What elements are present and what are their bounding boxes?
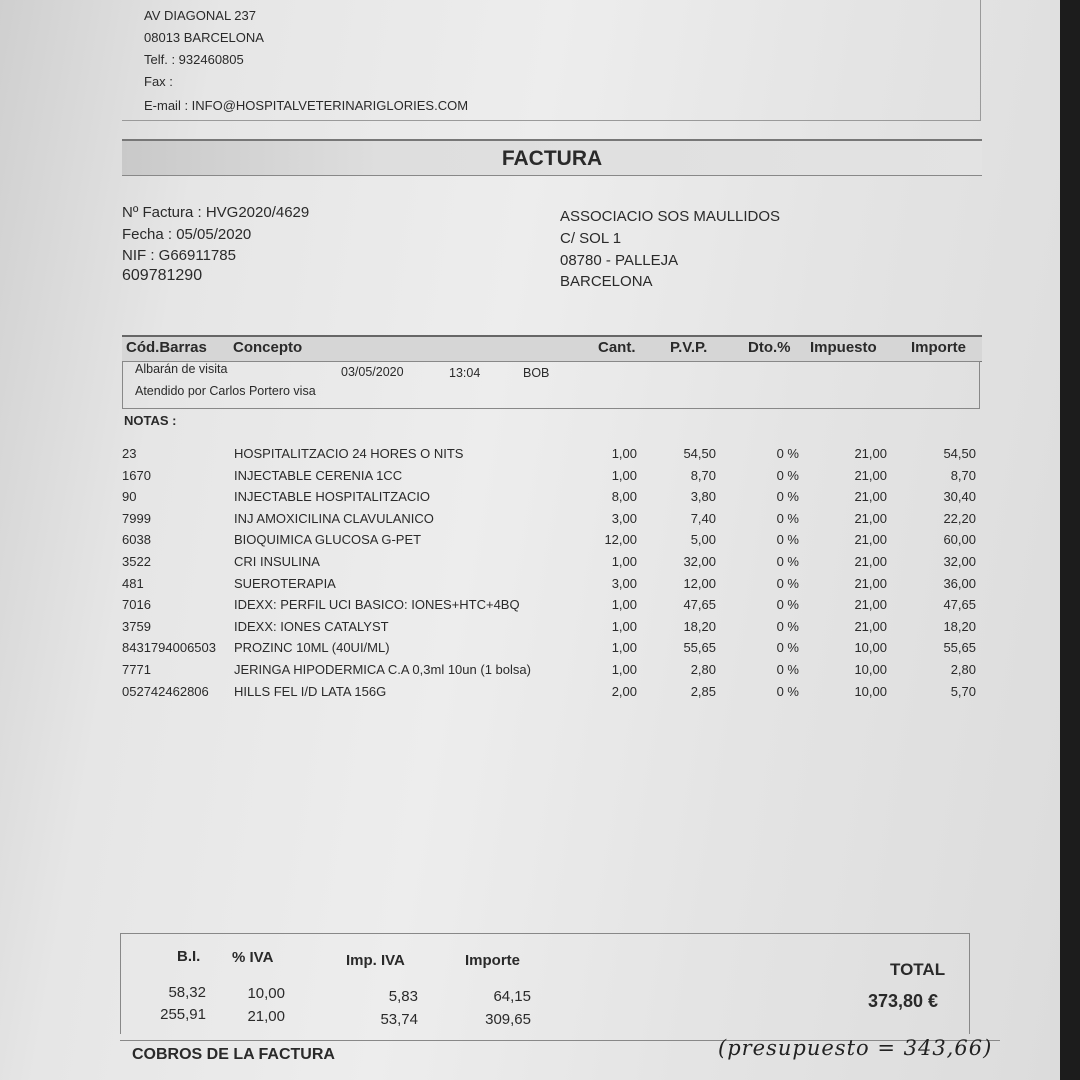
summary-header-bi: B.I. [177,948,201,965]
summary-bi-2: 255,91 [160,1006,206,1023]
header-pvp: P.V.P. [670,339,708,356]
item-dto: 0 % [776,575,799,591]
item-tax: 21,00 [854,597,887,613]
summary-header-imp: Imp. IVA [346,952,405,969]
table-row [0,532,1000,552]
document-title: FACTURA [501,147,603,170]
item-description: BIOQUIMICA GLUCOSA G-PET [234,532,422,548]
albaran-attended: Atendido por Carlos Portero visa [135,384,316,398]
item-code: 1670 [122,467,151,483]
item-amount: 55,65 [943,640,976,656]
item-amount: 32,00 [943,554,976,569]
item-tax: 21,00 [854,510,887,526]
customer-city: BARCELONA [560,273,653,290]
item-dto: 0 % [776,467,799,483]
table-row [0,619,1000,639]
customer-name: ASSOCIACIO SOS MAULLIDOS [560,208,781,225]
notes-label: NOTAS : [124,413,177,428]
item-qty: 1,00 [611,640,637,656]
item-pvp: 32,00 [683,554,716,569]
total-value: 373,80 € [868,991,939,1011]
item-amount: 60,00 [943,532,976,548]
table-row [0,597,1000,617]
header-code: Cód.Barras [126,339,207,356]
item-dto: 0 % [776,532,799,548]
item-pvp: 3,80 [690,489,716,505]
item-tax: 10,00 [854,640,887,656]
item-description: INJECTABLE CERENIA 1CC [234,467,403,483]
item-dto: 0 % [776,489,799,505]
item-amount: 2,80 [950,662,976,677]
invoice-nif: NIF : G66911785 [122,247,236,264]
item-code: 7016 [122,597,151,613]
item-qty: 1,00 [611,446,637,461]
summary-importe-2: 309,65 [485,1011,531,1028]
item-dto: 0 % [776,597,799,613]
customer-postal: 08780 - PALLEJA [560,252,679,269]
item-amount: 36,00 [943,575,976,591]
item-tax: 21,00 [854,575,887,591]
item-description: IDEXX: PERFIL UCI BASICO: IONES+HTC+4BQ [234,597,520,613]
header-dto: Dto.% [748,339,791,356]
item-amount: 30,40 [943,489,976,505]
item-qty: 1,00 [611,618,637,634]
item-pvp: 54,50 [683,446,716,461]
item-description: PROZINC 10ML (40UI/ML) [234,640,390,656]
item-dto: 0 % [776,640,799,656]
summary-pct-2: 21,00 [247,1008,285,1025]
item-code: 481 [122,575,144,591]
item-amount: 47,65 [943,597,976,613]
item-pvp: 12,00 [683,575,716,591]
summary-bi-1: 58,32 [168,984,206,1001]
item-dto: 0 % [776,554,799,569]
item-code: 90 [122,489,137,505]
item-pvp: 8,70 [690,467,716,483]
item-description: INJECTABLE HOSPITALITZACIO [234,489,430,505]
item-description: INJ AMOXICILINA CLAVULANICO [234,510,434,526]
item-amount: 22,20 [943,510,976,526]
summary-imp-1: 5,83 [388,988,418,1005]
item-qty: 1,00 [611,467,637,483]
item-tax: 21,00 [854,467,887,483]
clinic-fax: Fax : [144,74,173,89]
summary-header-importe: Importe [465,952,521,969]
item-pvp: 2,85 [690,683,716,699]
total-label: TOTAL [890,960,946,979]
item-dto: 0 % [776,662,799,677]
table-row [0,684,1000,704]
item-description: SUEROTERAPIA [234,575,336,591]
clinic-phone: Telf. : 932460805 [144,52,244,67]
item-code: 6038 [122,532,151,548]
item-dto: 0 % [776,446,799,461]
summary-pct-1: 10,00 [247,985,285,1002]
clinic-email: E-mail : INFO@HOSPITALVETERINARIGLORIES.COM [144,98,469,113]
table-row [0,511,1000,531]
item-description: CRI INSULINA [234,554,320,569]
header-concept: Concepto [233,339,303,356]
item-tax: 21,00 [854,446,887,461]
table-header [122,335,982,362]
invoice-number: Nº Factura : HVG2020/4629 [122,204,310,221]
item-dto: 0 % [776,510,799,526]
item-dto: 0 % [776,618,799,634]
item-pvp: 47,65 [683,597,716,613]
clinic-address: AV DIAGONAL 237 [144,8,256,23]
item-qty: 1,00 [611,597,637,613]
item-description: HOSPITALITZACIO 24 HORES O NITS [234,446,464,461]
albaran-label: Albarán de visita [135,362,228,376]
invoice-date: Fecha : 05/05/2020 [122,226,252,243]
item-code: 052742462806 [122,683,209,699]
item-code: 8431794006503 [122,640,216,656]
handwritten-note: (presupuesto = 343,66) [718,1036,993,1060]
item-qty: 12,00 [604,532,637,548]
item-amount: 18,20 [943,618,976,634]
item-pvp: 5,00 [690,532,716,548]
summary-header-pct: % IVA [232,949,274,966]
header-qty: Cant. [598,339,636,356]
item-description: HILLS FEL I/D LATA 156G [234,683,387,699]
item-description: IDEXX: IONES CATALYST [234,618,389,634]
table-row [0,640,1000,660]
item-qty: 3,00 [611,510,637,526]
table-row [0,576,1000,596]
header-amount: Importe [911,339,967,356]
table-row [0,489,1000,509]
item-description: JERINGA HIPODERMICA C.A 0,3ml 10un (1 bolsa) [234,662,531,677]
item-pvp: 7,40 [690,510,716,526]
table-row [0,468,1000,488]
item-pvp: 2,80 [690,662,716,677]
item-tax: 10,00 [854,683,887,699]
albaran-time: 13:04 [449,366,481,380]
item-tax: 21,00 [854,554,887,569]
cobros-label: COBROS DE LA FACTURA [132,1046,335,1063]
table-row [0,554,1000,574]
item-qty: 3,00 [611,575,637,591]
item-code: 3522 [122,554,151,569]
item-code: 3759 [122,618,151,634]
item-tax: 21,00 [854,618,887,634]
customer-street: C/ SOL 1 [560,230,622,247]
table-row [0,446,1000,466]
item-amount: 8,70 [950,467,976,483]
item-dto: 0 % [776,683,799,699]
item-qty: 1,00 [611,662,637,677]
item-qty: 2,00 [611,683,637,699]
summary-imp-2: 53,74 [380,1011,418,1028]
item-tax: 10,00 [854,662,887,677]
item-amount: 5,70 [950,683,976,699]
header-tax: Impuesto [810,339,877,356]
invoice-phone: 609781290 [122,267,203,284]
summary-importe-1: 64,15 [493,988,531,1005]
albaran-date: 03/05/2020 [341,365,404,379]
clinic-city: 08013 BARCELONA [144,30,264,45]
item-pvp: 55,65 [683,640,716,656]
item-code: 23 [122,446,137,461]
item-qty: 8,00 [611,489,637,505]
item-tax: 21,00 [854,489,887,505]
item-code: 7999 [122,510,151,526]
item-qty: 1,00 [611,554,637,569]
item-code: 7771 [122,662,151,677]
title-bar [122,139,982,176]
table-row [0,662,1000,682]
item-amount: 54,50 [943,446,976,461]
albaran-code: BOB [523,366,550,380]
item-tax: 21,00 [854,532,887,548]
item-pvp: 18,20 [683,618,716,634]
